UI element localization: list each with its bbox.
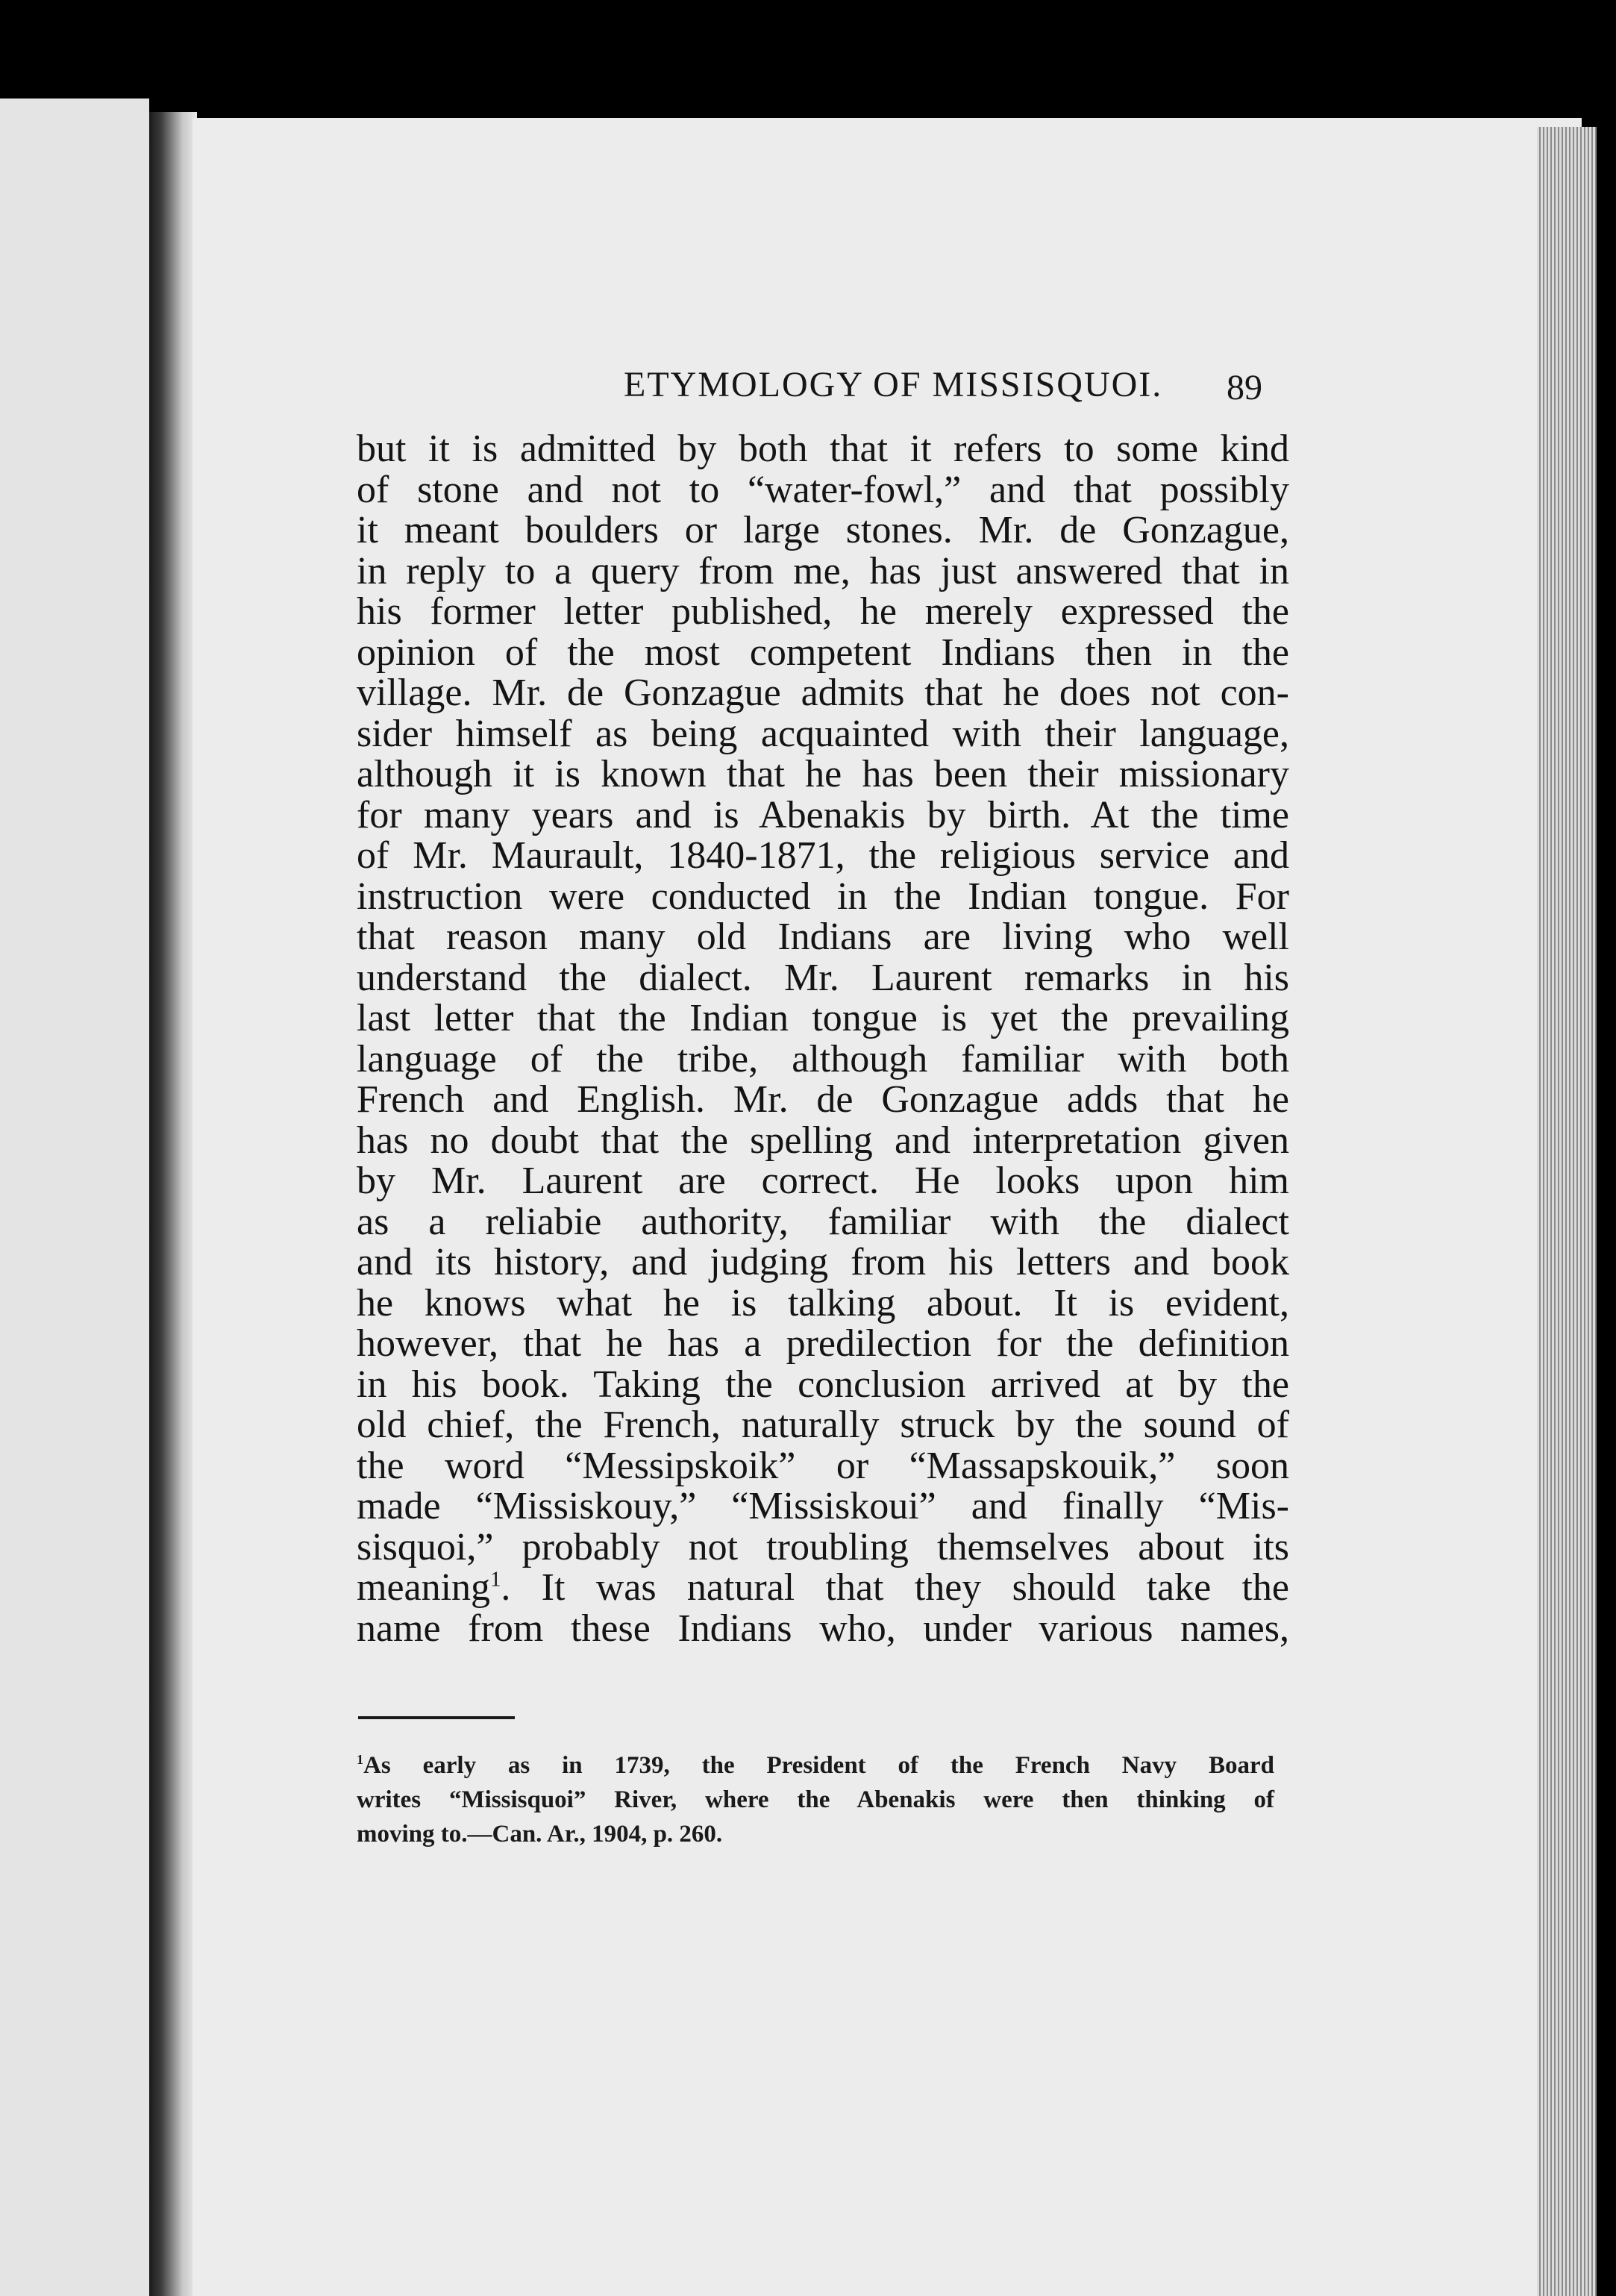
body-line: of stone and not to “water-fowl,” and that possibly	[357, 468, 1289, 511]
page-edge-stack	[1537, 127, 1597, 2296]
body-line: old chief, the French, naturally struck by the sound of	[357, 1404, 1289, 1446]
body-line: and its history, and judging from his letters and book	[357, 1241, 1289, 1283]
body-line: he knows what he is talking about. It is evident,	[357, 1281, 1289, 1324]
footnote-text: As early as in 1739, the President of the French Navy Board	[363, 1752, 1274, 1779]
body-line: name from these Indians who, under various names,	[357, 1607, 1289, 1650]
body-line: made “Missiskouy,” “Missiskoui” and finally “Mis-	[357, 1485, 1289, 1527]
footnote-divider	[358, 1716, 515, 1719]
body-line: it meant boulders or large stones. Mr. de Gonzague,	[357, 509, 1289, 551]
binding-gutter	[149, 112, 197, 2296]
body-line: of Mr. Maurault, 1840-1871, the religious service and	[357, 834, 1289, 877]
body-line: by Mr. Laurent are correct. He looks upon him	[357, 1160, 1289, 1202]
body-line-start: meaning	[357, 1566, 491, 1609]
facing-page-edge	[0, 98, 149, 2296]
body-line: although it is known that he has been their missionary	[357, 753, 1289, 795]
footnote-marker: 1	[357, 1752, 364, 1767]
body-line: last letter that the Indian tongue is yet the prevailing	[357, 997, 1289, 1039]
footnote-line: writes “Missisquoi” River, where the Abenakis were then thinking of	[357, 1786, 1274, 1813]
body-line: language of the tribe, although familiar with both	[357, 1037, 1289, 1080]
footnotes	[357, 1748, 1274, 1851]
footnote-reference: 1	[490, 1568, 501, 1592]
body-text	[357, 429, 1289, 1649]
body-line: the word “Messipskoik” or “Massapskouik,” soon	[357, 1444, 1289, 1487]
body-line: has no doubt that the spelling and interpretation given	[357, 1119, 1289, 1162]
body-line: village. Mr. de Gonzague admits that he does not con-	[357, 672, 1289, 714]
body-line: his former letter published, he merely expressed the	[357, 590, 1289, 633]
body-line: understand the dialect. Mr. Laurent remarks in his	[357, 956, 1289, 999]
body-line: sider himself as being acquainted with their language,	[357, 712, 1289, 755]
footnote-line	[357, 1748, 1274, 1783]
footnote-line: moving to.—Can. Ar., 1904, p. 260.	[357, 1821, 723, 1848]
body-line: opinion of the most competent Indians then in the	[357, 631, 1289, 674]
body-line-with-footnote-ref	[357, 1568, 1289, 1609]
running-head: ETYMOLOGY OF MISSISQUOI.	[624, 365, 1163, 404]
page-number: 89	[1227, 368, 1262, 407]
body-line: for many years and is Abenakis by birth. At the time	[357, 793, 1289, 836]
body-line: that reason many old Indians are living who well	[357, 916, 1289, 958]
body-line: instruction were conducted in the Indian tongue. For	[357, 875, 1289, 918]
body-line: sisquoi,” probably not troubling themselves about its	[357, 1525, 1289, 1568]
body-line: French and English. Mr. de Gonzague adds that he	[357, 1078, 1289, 1121]
body-line-end: . It was natural that they should take the	[501, 1566, 1289, 1609]
body-line: in reply to a query from me, has just answered that in	[357, 549, 1289, 592]
body-line: in his book. Taking the conclusion arrived at by the	[357, 1363, 1289, 1406]
body-line: however, that he has a predilection for the definition	[357, 1322, 1289, 1365]
body-line: but it is admitted by both that it refers to some kind	[357, 428, 1289, 470]
body-line: as a reliabie authority, familiar with the dialect	[357, 1200, 1289, 1243]
